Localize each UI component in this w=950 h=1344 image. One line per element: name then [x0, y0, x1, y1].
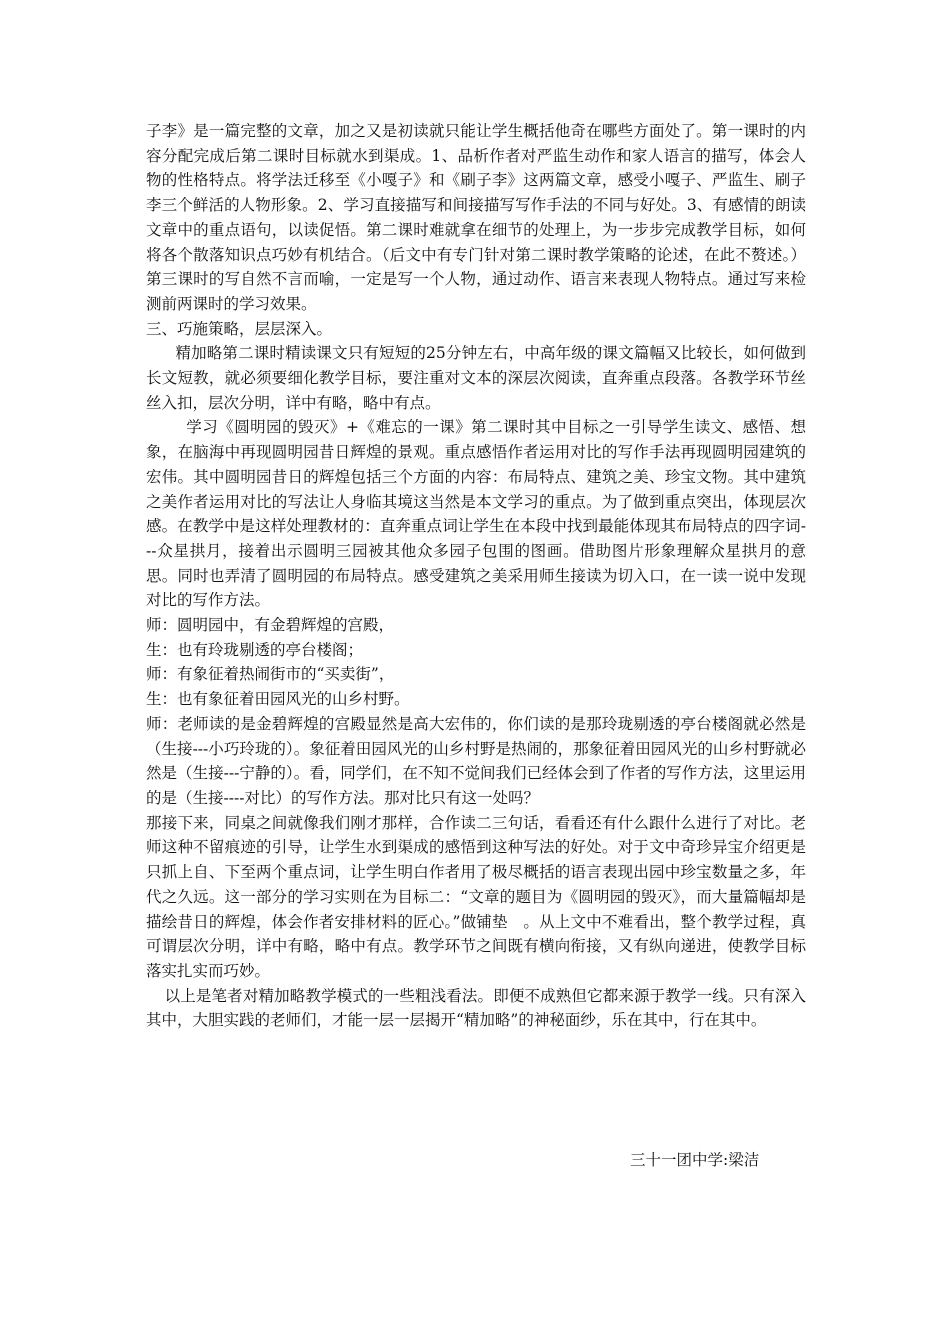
- paragraph-follow-up: 那接下来，同桌之间就像我们刚才那样，合作读二三句话，看看还有什么跟什么进行了对比。老师这种不留痕迹的引导，让学生水到渠成的感悟到这种写法的好处。对于文中奇珍异宝介绍更是只抓上自、下至两个重点词，让学生明白作者用了极尽概括的语言表现出园中珍宝数量之多，年代之久远。这一部分的学习实则在为目标二：“文章的题目为《圆明园的毁灭》，而大量篇幅却是描绘昔日的辉煌，体会作者安排材料的匠心。”做铺垫 。从上文中不难看出，整个教学过程，真可谓层次分明，详中有略，略中有点。教学环节之间既有横向衔接，又有纵向递进，使教学目标落实扎实而巧妙。: [146, 813, 806, 980]
- paragraph-yuanmingyuan: 学习《圆明园的毁灭》+《难忘的一课》第二课时其中目标之一引导学生读文、感悟、想象，在脑海中再现圆明园昔日辉煌的景观。重点感悟作者运用对比的写作手法再现圆明园建筑的宏伟。其中圆明园昔日的辉煌包括三个方面的内容：布局特点、建筑之美、珍宝文物。其中建筑之美作者运用对比的写法让人身临其境这当然是本文学习的重点。为了做到重点突出，体现层次感。在教学中是这样处理教材的：直奔重点词让学生在本段中找到最能体现其布局特点的四字词---众星拱月，接着出示圆明三园被其他众多园子包围的图画。借助图片形象理解众星拱月的意思。同时也弄清了圆明园的布局特点。感受建筑之美采用师生接读为切入口，在一读一说中发现对比的写作方法。: [146, 418, 806, 610]
- author-signature: 三十一团中学:梁洁: [630, 1151, 760, 1169]
- paragraph-strategy: 精加略第二课时精读课文只有短短的25分钟左右，中高年级的课文篇幅又比较长，如何做到长文短教，就必须要细化教学目标，要注重对文本的深层次阅读，直奔重点段落。各教学环节丝丝入扣，层次分明，详中有略，略中有点。: [146, 344, 806, 412]
- dialogue-line-3: 师：有象征着热闹街市的“买卖街”，: [146, 665, 395, 684]
- paragraph-teacher-reading: 师：老师读的是金碧辉煌的宫殿显然是高大宏伟的，你们读的是那玲珑剔透的亭台楼阁就必然是（生接---小巧玲珑的）。象征着田园风光的山乡村野是热闹的，那象征着田园风光的山乡村野就必然是（生接---宁静的）。看，同学们，在不知不觉间我们已经体会到了作者的写作方法，这里运用的是（生接----对比）的写作方法。那对比只有这一处吗？: [146, 714, 806, 807]
- document-body: [146, 119, 806, 1033]
- dialogue-line-2: 生：也有玲珑剔透的亭台楼阁；: [146, 640, 364, 659]
- paragraph-conclusion: 以上是笔者对精加略教学模式的一些粗浅看法。即便不成熟但它都来源于教学一线。只有深入其中，大胆实践的老师们，才能一层一层揭开“精加略”的神秘面纱，乐在其中，行在其中。: [146, 986, 806, 1030]
- dialogue-line-1: 师：圆明园中，有金碧辉煌的宫殿，: [146, 616, 395, 635]
- paragraph-lesson-plan: 子李》是一篇完整的文章，加之又是初读就只能让学生概括他奇在哪些方面处了。第一课时的内容分配完成后第二课时目标就水到渠成。1、品析作者对严监生动作和家人语言的描写，体会人物的性格特点。将学法迁移至《小嘎子》和《刷子李》这两篇文章，感受小嘎子、严监生、刷子李三个鲜活的人物形象。2、学习直接描写和间接描写写作手法的不同与好处。3、有感情的朗读文章中的重点语句，以读促悟。第二课时难就拿在细节的处理上，为一步步完成教学目标，如何将各个散落知识点巧妙有机结合。（后文中有专门针对第二课时教学策略的论述，在此不赘述。）第三课时的写自然不言而喻，一定是写一个人物，通过动作、语言来表现人物特点。通过写来检测前两课时的学习效果。: [146, 122, 806, 313]
- dialogue-line-4: 生：也有象征着田园风光的山乡村野。: [146, 690, 410, 709]
- section-heading-3: 三、巧施策略，层层深入。: [146, 319, 333, 338]
